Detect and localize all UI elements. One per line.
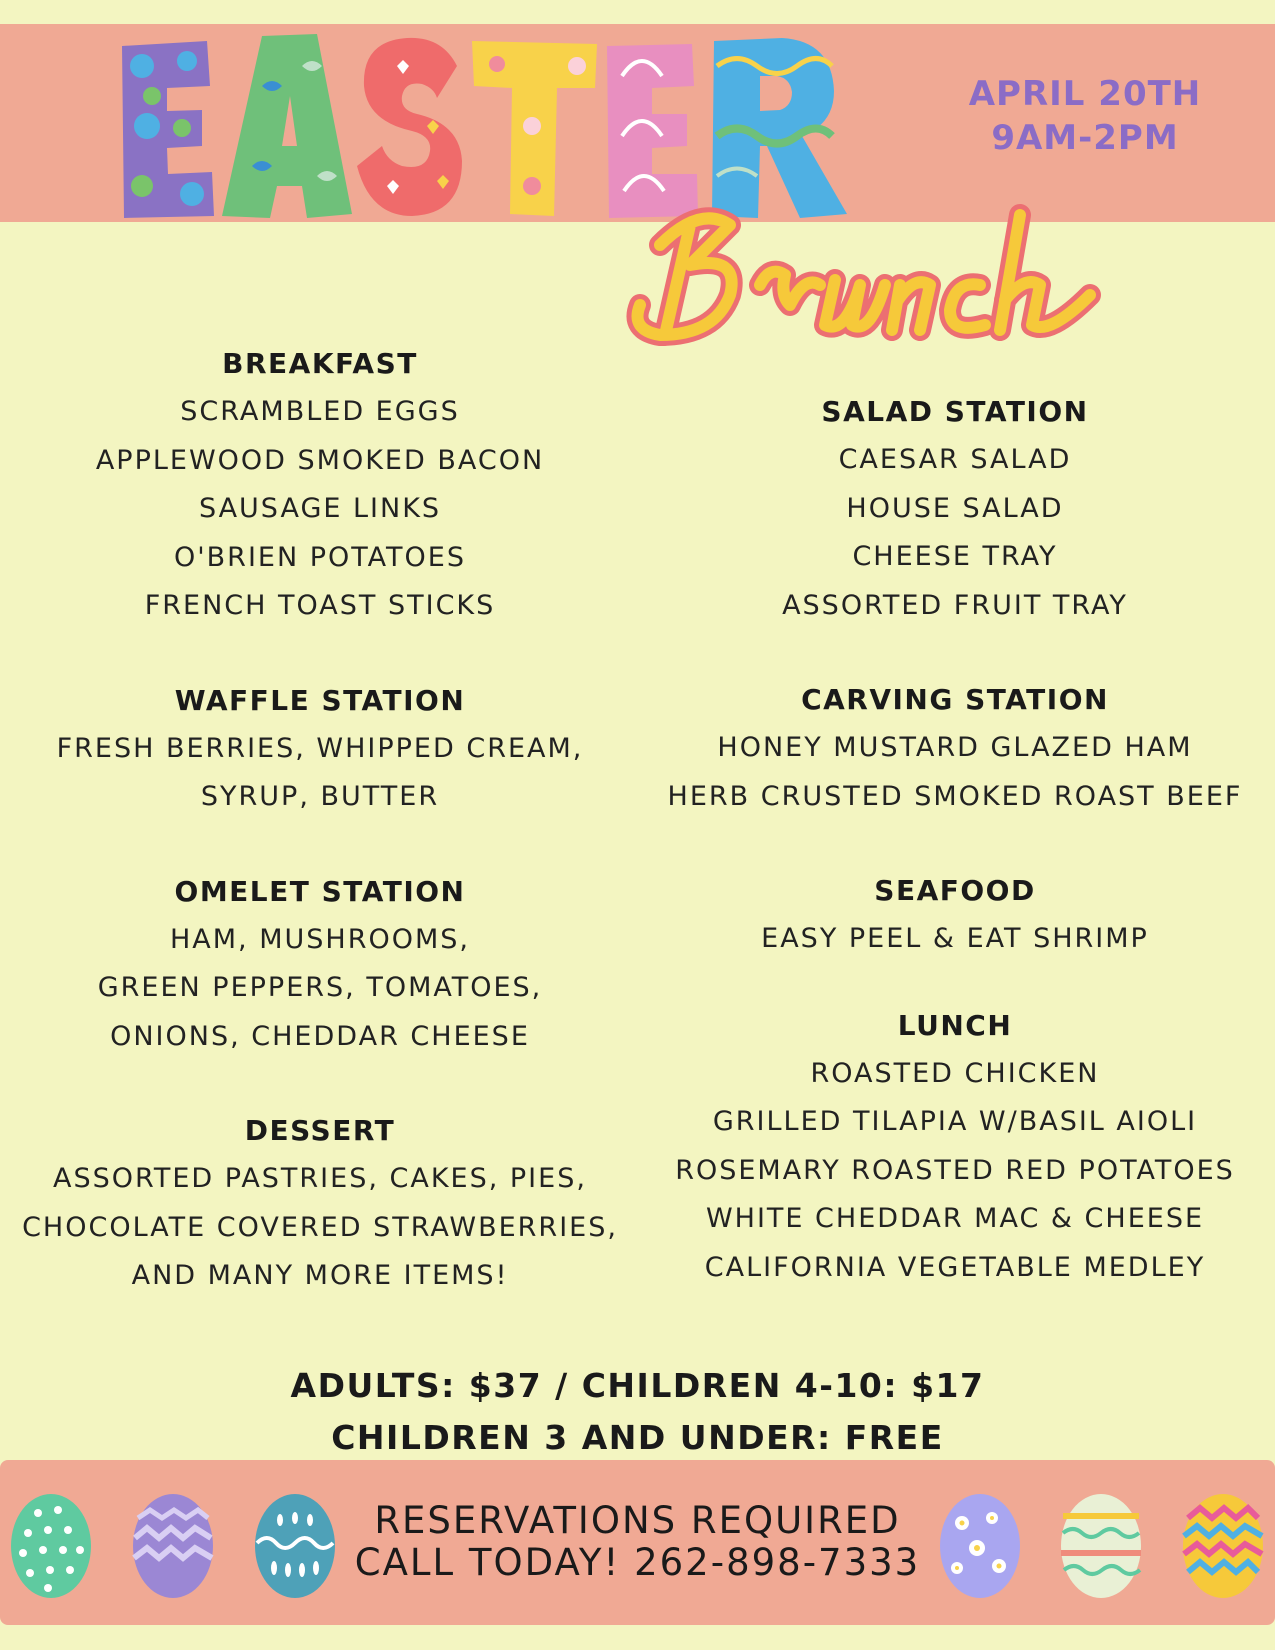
section-title: LUNCH — [897, 1008, 1013, 1042]
menu-section-breakfast — [0, 340, 640, 631]
section-title: BREAKFAST — [222, 347, 418, 380]
letter-e-purple — [122, 41, 214, 218]
section-title: DESSERT — [244, 1114, 396, 1147]
menu-item: HAM, MUSHROOMS, — [169, 923, 470, 955]
menu-section-carving-station — [635, 676, 1275, 821]
menu-item: CALIFORNIA VEGETABLE MEDLEY — [704, 1251, 1206, 1283]
egg-cream-striped-icon — [1058, 1488, 1144, 1600]
menu-item: CHOCOLATE COVERED STRAWBERRIES, — [22, 1211, 618, 1243]
menu-section-dessert — [0, 1107, 640, 1301]
menu-item: ASSORTED PASTRIES, CAKES, PIES, — [53, 1163, 587, 1194]
menu-item: GREEN PEPPERS, TOMATOES, — [97, 972, 543, 1003]
section-title: OMELET STATION — [174, 874, 466, 908]
menu-item: FRESH BERRIES, WHIPPED CREAM, — [56, 732, 584, 764]
menu-item: HONEY MUSTARD GLAZED HAM — [717, 732, 1193, 763]
menu-item: SCRAMBLED EGGS — [180, 396, 460, 427]
menu-item: ASSORTED FRUIT TRAY — [782, 589, 1128, 621]
section-title: SALAD STATION — [821, 395, 1089, 428]
menu-section-omelet-station — [0, 868, 640, 1062]
egg-lavender-flowers-icon — [937, 1488, 1023, 1600]
egg-teal-pattern-icon — [252, 1488, 338, 1600]
egg-rainbow-zigzag-icon — [1180, 1488, 1266, 1600]
event-date-time — [945, 72, 1225, 160]
menu-item: EASY PEEL & EAT SHRIMP — [761, 923, 1149, 954]
menu-item: FRENCH TOAST STICKS — [144, 590, 496, 621]
menu-section-lunch — [635, 1002, 1275, 1293]
menu-item: O'BRIEN POTATOES — [173, 541, 466, 573]
menu-item: CAESAR SALAD — [838, 444, 1072, 475]
menu-item: SYRUP, BUTTER — [200, 781, 440, 812]
menu-left-column — [0, 340, 640, 1347]
menu-item: GRILLED TILAPIA W/BASIL AIOLI — [712, 1106, 1198, 1137]
pricing-info — [0, 1360, 1275, 1464]
menu-item: ROSEMARY ROASTED RED POTATOES — [675, 1154, 1235, 1186]
letter-s-coral — [357, 38, 462, 216]
brunch-script-logo — [620, 185, 1140, 385]
pricing-adults-children: ADULTS: $37 / CHILDREN 4-10: $17 — [290, 1366, 985, 1405]
menu-item: WHITE CHEDDAR MAC & CHEESE — [705, 1203, 1205, 1234]
menu-item: HOUSE SALAD — [846, 492, 1064, 524]
pricing-under-3: CHILDREN 3 AND UNDER: FREE — [331, 1418, 944, 1457]
section-title: SEAFOOD — [874, 874, 1036, 907]
menu-item: AND MANY MORE ITEMS! — [131, 1260, 509, 1291]
menu-item: HERB CRUSTED SMOKED ROAST BEEF — [667, 780, 1243, 812]
call-phone-number: CALL TODAY! 262-898-7333 — [354, 1541, 921, 1584]
letter-t-yellow — [472, 41, 597, 216]
event-time: 9AM-2PM — [991, 118, 1179, 158]
section-title: CARVING STATION — [801, 683, 1109, 716]
menu-section-salad-station — [635, 388, 1275, 630]
menu-item: APPLEWOOD SMOKED BACON — [95, 444, 545, 476]
letter-a-green — [222, 34, 352, 218]
egg-purple-zigzag-icon — [130, 1488, 216, 1600]
menu-section-seafood — [635, 867, 1275, 964]
menu-item: SAUSAGE LINKS — [198, 493, 442, 524]
section-title: WAFFLE STATION — [174, 683, 466, 717]
menu-item: CHEESE TRAY — [852, 541, 1058, 572]
reservation-info — [330, 1500, 945, 1584]
menu-section-waffle-station — [0, 677, 640, 822]
menu-right-column — [635, 388, 1275, 1338]
reservations-required: RESERVATIONS REQUIRED — [374, 1499, 901, 1542]
menu-item: ROASTED CHICKEN — [810, 1057, 1100, 1089]
egg-green-dots-icon — [8, 1488, 94, 1600]
event-date: APRIL 20TH — [968, 74, 1202, 114]
menu-item: ONIONS, CHEDDAR CHEESE — [110, 1020, 530, 1052]
